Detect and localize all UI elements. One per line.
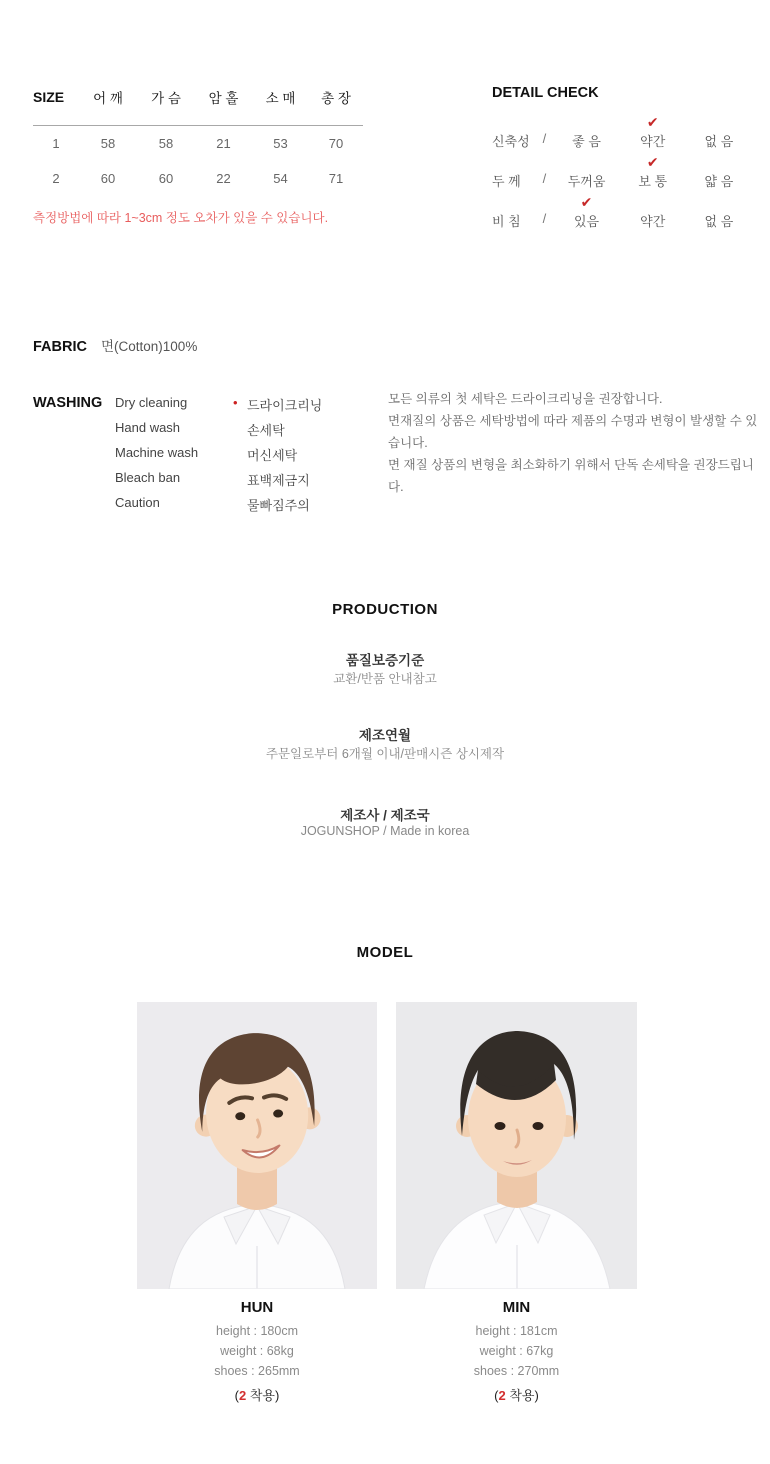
washing-section <box>33 395 322 520</box>
size-cell: 22 <box>216 171 231 186</box>
washing-label: WASHING <box>33 395 103 411</box>
model-title: MODEL <box>356 944 414 961</box>
size-col-chest: 가 슴 <box>151 91 181 106</box>
detail-option-label: 없 음 <box>704 214 734 229</box>
washing-item-en: Bleach ban <box>115 470 181 485</box>
detail-row-label: 비 침 <box>492 214 521 229</box>
detail-option-label: 없 음 <box>704 134 734 149</box>
production-heading-warranty: 품질보증기준 <box>345 653 425 668</box>
size-table-header-row <box>33 85 363 126</box>
washing-item-caution <box>115 495 322 520</box>
washing-note-line: 모든 의류의 첫 세탁은 드라이크리닝을 권장합니다. <box>388 392 663 406</box>
fabric-section <box>33 335 197 356</box>
slash-divider: / <box>542 211 547 226</box>
model-wearing-size <box>396 1385 637 1404</box>
size-table-title: SIZE <box>33 89 65 105</box>
detail-row-label: 신축성 <box>492 134 530 149</box>
detail-row-sheerness <box>492 194 752 251</box>
model-caption-min <box>396 1299 637 1404</box>
production-heading-date: 제조연월 <box>358 728 412 743</box>
detail-option-label: 좋 음 <box>572 134 601 149</box>
washing-item-ko: 손세탁 <box>247 423 285 438</box>
size-cell: 53 <box>273 136 288 151</box>
washing-item-bleach-ban <box>115 470 322 495</box>
fabric-value: 면(Cotton)100% <box>100 339 198 354</box>
size-col-shoulder: 어 깨 <box>93 91 123 106</box>
detail-option <box>620 211 686 251</box>
size-cell: 70 <box>328 136 344 151</box>
size-cell: 1 <box>52 136 60 151</box>
washing-item-en: Machine wash <box>115 445 199 460</box>
slash-divider: / <box>542 171 547 186</box>
detail-option-label: 약간 <box>640 214 666 229</box>
size-cell: 21 <box>216 136 231 151</box>
size-cell: 58 <box>158 136 174 151</box>
washing-item-ko: 물빠짐주의 <box>247 498 310 513</box>
washing-item-en: Dry cleaning <box>115 395 188 410</box>
detail-option <box>620 154 686 211</box>
slash-divider: / <box>542 131 547 146</box>
model-caption-hun <box>137 1299 377 1404</box>
detail-option <box>686 211 752 251</box>
checkmark-icon: ✔ <box>646 154 659 170</box>
washing-notes <box>388 388 760 498</box>
wear-open: ( <box>234 1388 240 1403</box>
fabric-label: FABRIC <box>33 339 87 355</box>
model-name: HUN <box>240 1299 274 1316</box>
detail-option-label: 두꺼움 <box>567 174 606 189</box>
size-cell: 60 <box>158 171 174 186</box>
size-cell: 54 <box>273 171 288 186</box>
checkmark-icon: ✔ <box>646 114 659 130</box>
size-tolerance-note: 측정방법에 따라 1~3cm 정도 오차가 있을 수 있습니다. <box>33 211 329 225</box>
portrait-hun-illustration <box>137 1002 377 1289</box>
detail-check-rows <box>492 114 752 251</box>
model-name: MIN <box>502 1299 531 1316</box>
model-wearing-size <box>137 1385 377 1404</box>
washing-items <box>115 395 322 520</box>
wear-size-number: 2 <box>498 1388 506 1403</box>
model-photo-min <box>396 1002 637 1289</box>
detail-option-label: 얇 음 <box>704 174 734 189</box>
washing-item-ko: 머신세탁 <box>247 448 298 463</box>
model-weight: weight : 68kg <box>220 1344 294 1358</box>
model-weight: weight : 67kg <box>479 1344 554 1358</box>
detail-option-label: 약간 <box>640 134 666 149</box>
washing-note-line: 면 재질 상품의 변형을 최소화하기 위해서 단독 손세탁을 권장드립니다. <box>388 458 754 494</box>
washing-item-hand-wash <box>115 420 322 445</box>
production-text-warranty: 교환/반품 안내참고 <box>333 672 437 686</box>
size-cell: 71 <box>328 171 344 186</box>
washing-item-en: Caution <box>115 495 160 510</box>
size-table <box>33 85 363 196</box>
model-photo-hun <box>137 1002 377 1289</box>
wear-rest: 착용) <box>246 1388 280 1403</box>
wear-size-number: 2 <box>239 1388 247 1403</box>
detail-option <box>553 194 619 251</box>
production-heading-maker: 제조사 / 제조국 <box>340 808 430 823</box>
selected-bullet-icon: • <box>233 395 238 410</box>
washing-item-ko: 표백제금지 <box>247 473 310 488</box>
model-shoes: shoes : 265mm <box>214 1364 300 1378</box>
model-shoes: shoes : 270mm <box>473 1364 560 1378</box>
production-text-maker: JOGUNSHOP / Made in korea <box>300 824 470 838</box>
size-col-armhole: 암 홀 <box>208 91 239 106</box>
size-cell: 60 <box>100 171 116 186</box>
checkmark-icon: ✔ <box>580 194 593 210</box>
washing-item-machine-wash <box>115 445 322 470</box>
detail-check-section <box>492 85 752 251</box>
size-cell: 58 <box>100 136 116 151</box>
detail-row-label: 두 께 <box>492 174 521 189</box>
size-table-row-1 <box>33 126 363 162</box>
size-section <box>33 85 363 226</box>
washing-item-ko: 드라이크리닝 <box>247 398 323 413</box>
detail-check-title: DETAIL CHECK <box>492 85 599 101</box>
detail-option-label: 있음 <box>573 214 600 229</box>
washing-note-line: 면재질의 상품은 세탁방법에 따라 제품의 수명과 변형이 발생할 수 있습니다. <box>388 414 758 450</box>
size-table-row-2 <box>33 161 363 196</box>
size-col-sleeve: 소 매 <box>265 91 296 106</box>
detail-option-label: 보 통 <box>638 174 668 189</box>
wear-open: ( <box>494 1388 499 1403</box>
detail-option <box>686 171 752 211</box>
model-height: height : 180cm <box>216 1324 298 1338</box>
detail-option <box>686 131 752 171</box>
wear-rest: 착용) <box>505 1388 539 1403</box>
washing-item-dry-cleaning <box>115 395 322 420</box>
size-col-length: 총 장 <box>321 91 351 106</box>
detail-row-thickness <box>492 154 752 211</box>
size-cell: 2 <box>52 171 60 186</box>
washing-item-en: Hand wash <box>115 420 181 435</box>
model-height: height : 181cm <box>475 1324 558 1338</box>
detail-option <box>553 131 619 171</box>
portrait-min-illustration <box>396 1002 637 1289</box>
production-title: PRODUCTION <box>332 601 438 618</box>
production-text-date: 주문일로부터 6개월 이내/판매시즌 상시제작 <box>265 747 505 761</box>
